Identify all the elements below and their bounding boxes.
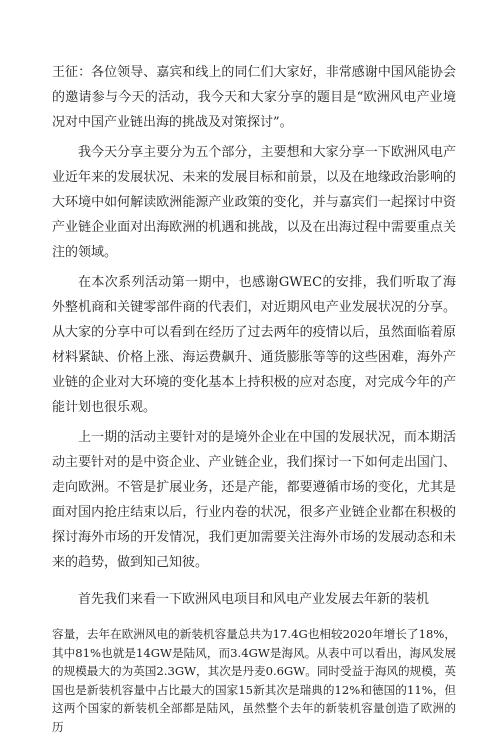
paragraph-market-intro: 首先我们来看一下欧洲风电项目和风电产业发展去年新的装机 (78, 592, 430, 607)
document-page (52, 60, 456, 738)
paragraph-outline: 我今天分享主要分为五个部分，主要想和大家分享一下欧洲风电产业近年来的发展状况、未来的发展目标和前景，以及在地缘政治影响的大环境中如何解读欧洲能源产业政策的变化，并与嘉宾们一起探讨中资产业链企业面对出海欧洲的机遇和挑战，以及在出海过程中需要重点关注的领域。 (52, 145, 456, 260)
paragraph-first-session: 在本次系列活动第一期中，也感谢GWEC的安排，我们听取了海外整机商和关键零部件商的代表们，对近期风电产业发展状况的分享。从大家的分享中可以看到在经历了过去两年的疫情以后，虽然面临着原材料紧缺、价格上涨、海运费飙升、通货膨胀等等的这些困难，海外产业链的企业对大环境的变化基本上持积极的应对态度，对完成今年的产能计划也很乐观。 (52, 275, 456, 415)
paragraph-market-detail: 容量，去年在欧洲风电的新装机容量总共为17.4G也相较2020年增长了18%，其中81%也就是14GW是陆风，而3.4GW是海风。从表中可以看出，海风发展的规模最大的为英国2.3GW，其次是丹麦0.6GW。同时受益于海风的规模，英国也是新装机容量中占比最大的国家15新其次是瑞典的12%和德国的11%，但这两个国家的新装机全部都是陆风，虽然整个去年的新装机容量创造了欧洲的历 (52, 627, 456, 734)
paragraph-second-session: 上一期的活动主要针对的是境外企业在中国的发展状况，而本期活动主要针对的是中资企业、产业链企业，我们探讨一下如何走出国门、走向欧洲。不管是扩展业务，还是产能，都要遵循市场的变化，尤其是面对国内抢庄结束以后，行业内卷的状况，很多产业链企业都在积极的探讨海外市场的开发情况，我们更加需要关注海外市场的发展动态和未来的趋势，做到知己知彼。 (52, 430, 456, 570)
paragraph-intro: 王征：各位领导、嘉宾和线上的同仁们大家好，非常感谢中国风能协会的邀请参与今天的活动，我今天和大家分享的题目是“欧洲风电产业境况对中国产业链出海的挑战及对策探讨”。 (52, 65, 456, 130)
